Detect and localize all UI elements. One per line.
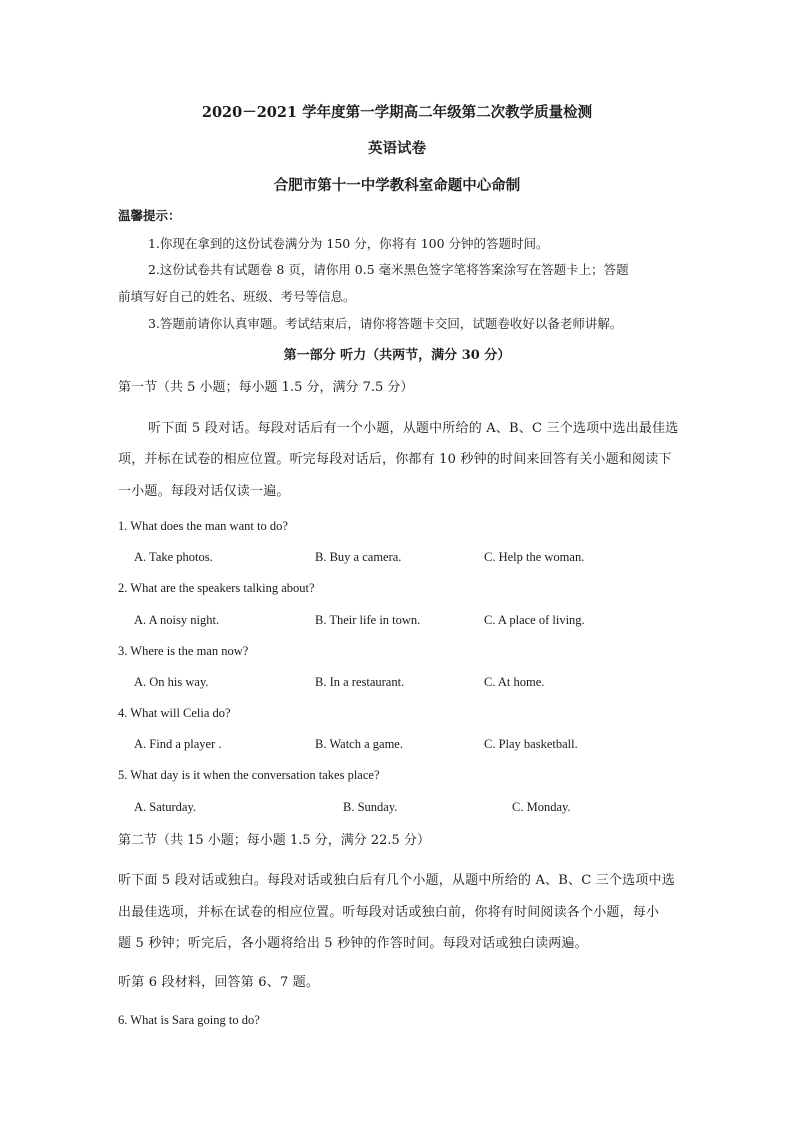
q1-option-c: C. Help the woman. [484,550,585,564]
question-2: 2. What are the speakers talking about? [118,581,315,595]
tips-heading: 温馨提示： [118,208,181,223]
tip-line-2: 2.这份试卷共有试题卷 8 页，请你用 0.5 毫米黑色签字笔将答案涂写在答题卡上；答题 [148,262,629,277]
exam-subject: 英语试卷 [368,140,426,157]
section1-instruction-2: 项，并标在试卷的相应位置。听完每段对话后，你都有 10 秒钟的时间来回答有关小题和阅读下 [118,452,672,467]
exam-school: 合肥市第十一中学教科室命题中心命制 [273,177,521,194]
tip-line-1: 1.你现在拿到的这份试卷满分为 150 分，你将有 100 分钟的答题时间。 [148,236,549,251]
exam-title: 2020－2021 学年度第一学期高二年级第二次教学质量检测 [201,104,593,121]
question-3: 3. Where is the man now? [118,644,249,658]
part1-title: 第一部分 听力（共两节，满分 30 分） [283,348,511,363]
material-note: 听第 6 段材料，回答第 6、7 题。 [118,975,320,990]
q5-option-b: B. Sunday. [343,800,398,814]
q5-option-c: C. Monday. [512,800,571,814]
question-5: 5. What day is it when the conversation takes place? [118,768,380,782]
section2-heading: 第二节（共 15 小题；每小题 1.5 分，满分 22.5 分） [118,833,430,848]
q4-option-c: C. Play basketball. [484,737,578,751]
q3-option-c: C. At home. [484,675,545,689]
q1-option-b: B. Buy a camera. [315,550,402,564]
q3-option-a: A. On his way. [134,675,209,689]
section1-heading: 第一节（共 5 小题；每小题 1.5 分，满分 7.5 分） [118,380,414,395]
section2-instruction-2: 出最佳选项，并标在试卷的相应位置。听每段对话或独白前，你将有时间阅读各个小题，每小 [118,905,660,920]
section1-instruction-1: 听下面 5 段对话。每段对话后有一个小题，从题中所给的 A、B、C 三个选项中选出最佳选 [148,421,679,436]
q2-option-a: A. A noisy night. [134,613,220,627]
question-4: 4. What will Celia do? [118,706,231,720]
section2-instruction-3: 题 5 秒钟；听完后，各小题将给出 5 秒钟的作答时间。每段对话或独白读两遍。 [118,936,588,951]
q2-option-b: B. Their life in town. [315,613,421,627]
q5-option-a: A. Saturday. [134,800,197,814]
question-6: 6. What is Sara going to do? [118,1013,260,1027]
tip-line-4: 3.答题前请你认真审题。考试结束后，请你将答题卡交回，试题卷收好以备老师讲解。 [148,316,623,331]
q4-option-b: B. Watch a game. [315,737,403,751]
section2-instruction-1: 听下面 5 段对话或独白。每段对话或独白后有几个小题，从题中所给的 A、B、C 三个选项中选 [118,873,675,888]
q1-option-a: A. Take photos. [134,550,213,564]
q4-option-a: A. Find a player . [134,737,222,751]
question-1: 1. What does the man want to do? [118,519,288,533]
q2-option-c: C. A place of living. [484,613,585,627]
section1-instruction-3: 一小题。每段对话仅读一遍。 [118,484,290,499]
q3-option-b: B. In a restaurant. [315,675,405,689]
tip-line-3: 前填写好自己的姓名、班级、考号等信息。 [118,289,356,304]
